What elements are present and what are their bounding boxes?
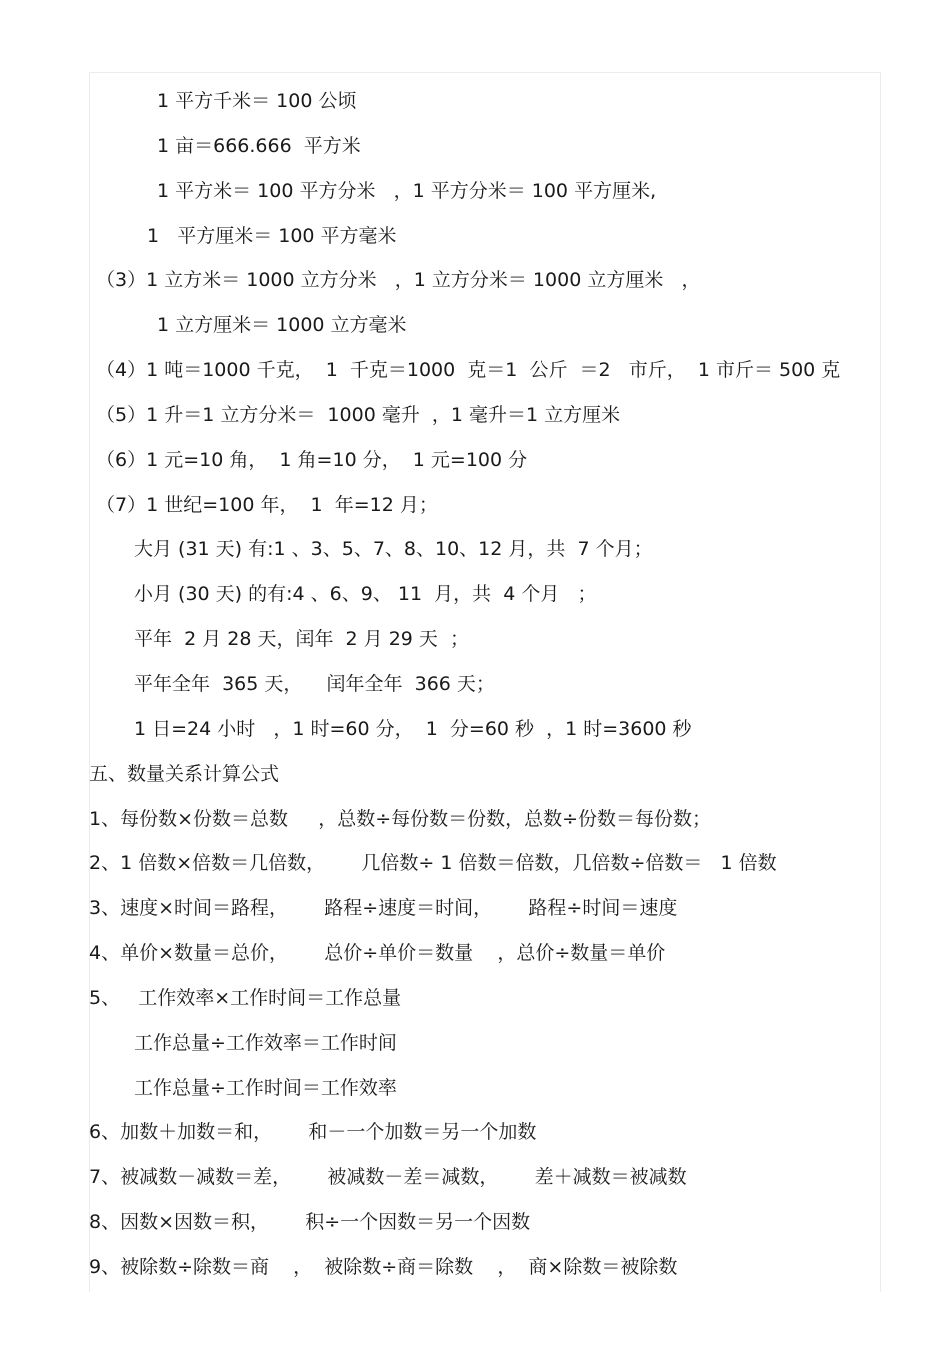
text-line: 1 平方米＝ 100 平方分米 ，1 平方分米＝ 100 平方厘米, [157,179,657,202]
text-line: 工作总量÷工作效率＝工作时间 [134,1031,397,1054]
text-line: 6、加数＋加数＝和， 和－一个加数＝另一个加数 [89,1121,537,1144]
text-line: 平年全年 365 天， 闰年全年 366 天； [134,672,495,695]
text-line: 五、数量关系计算公式 [89,762,280,785]
text-line: 1 平方厘米＝ 100 平方毫米 [147,224,397,247]
text-line: （4）1 吨＝1000 千克， 1 千克＝1000 克＝1 公斤 ＝2 市斤， 1 市斤＝ 500 克 [96,359,841,382]
text-line: 4、单价×数量＝总价， 总价÷单价＝数量 ，总价÷数量＝单价 [89,942,666,965]
text-line: 3、速度×时间＝路程， 路程÷速度＝时间， 路程÷时间＝速度 [89,897,678,920]
text-line: 1 亩＝666.666 平方米 [157,134,361,157]
text-line: 2、1 倍数×倍数＝几倍数， 几倍数÷ 1 倍数＝倍数，几倍数÷倍数＝ 1 倍数 [89,852,777,875]
text-line: 1 平方千米＝ 100 公顷 [157,90,357,112]
document-body [89,79,879,1290]
text-line: 1 立方厘米＝ 1000 立方毫米 [157,314,407,337]
text-line: 工作总量÷工作时间＝工作效率 [134,1076,397,1099]
text-line: 小月 (30 天) 的有:4 、6、9、 11 月，共 4 个月 ； [134,583,597,606]
text-line: 5、 工作效率×工作时间＝工作总量 [89,986,402,1009]
text-line: 9、被除数÷除数＝商 ， 被除数÷商＝除数 ， 商×除数＝被除数 [89,1255,678,1278]
text-line: 大月 (31 天) 有:1 、3、5、7、8、10、12 月，共 7 个月； [134,538,653,561]
text-line: 8、因数×因数＝积， 积÷一个因数＝另一个因数 [89,1211,531,1234]
text-line: （6）1 元=10 角， 1 角=10 分， 1 元=100 分 [96,448,528,471]
text-line: 平年 2 月 28 天，闰年 2 月 29 天 ； [134,628,470,651]
text-line: （7）1 世纪=100 年， 1 年=12 月； [96,493,438,516]
text-line: 1、每份数×份数＝总数 ，总数÷每份数＝份数，总数÷份数＝每份数； [89,807,712,830]
text-line: （5）1 升＝1 立方分米＝ 1000 毫升 ，1 毫升＝1 立方厘米 [96,403,621,426]
text-line: （3）1 立方米＝ 1000 立方分米 ，1 立方分米＝ 1000 立方厘米 ， [96,269,701,292]
text-line: 7、被减数－减数＝差， 被减数－差＝减数， 差＋减数＝被减数 [89,1166,687,1189]
text-line: 1 日=24 小时 ，1 时=60 分， 1 分=60 秒 ，1 时=3600 秒 [134,717,692,740]
